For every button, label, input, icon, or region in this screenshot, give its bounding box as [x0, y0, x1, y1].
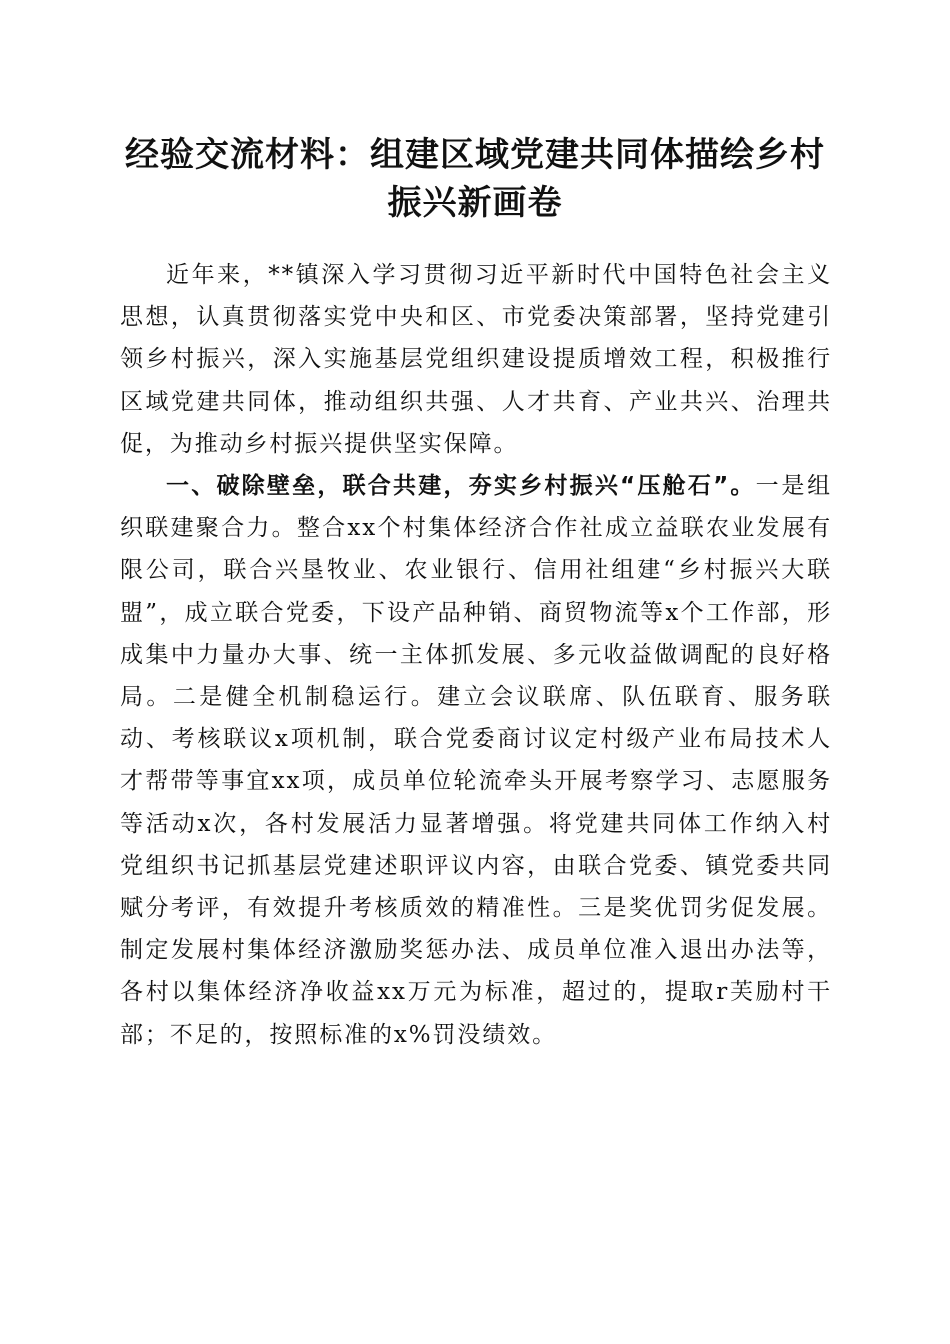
- section-1-body: 一是组织联建聚合力。整合xx个村集体经济合作社成立益联农业发展有限公司，联合兴垦牧业、农业银行、信用社组建“乡村振兴大联盟”，成立联合党委，下设产品种销、商贸物流等x个工作部，形成集中力量办大事、统一主体抓发展、多元收益做调配的良好格局。二是健全机制稳运行。建立会议联席、队伍联育、服务联动、考核联议x项机制，联合党委商讨议定村级产业布局技术人才帮带等事宜xx项，成员单位轮流牵头开展考察学习、志愿服务等活动x次，各村发展活力显著增强。将党建共同体工作纳入村党组织书记抓基层党建述职评议内容，由联合党委、镇党委共同赋分考评，有效提升考核质效的精准性。三是奖优罚劣促发展。制定发展村集体经济激励奖惩办法、成员单位准入退出办法等，各村以集体经济净收益xx万元为标准，超过的，提取r芙励村干部；不足的，按照标准的x%罚没绩效。: [120, 473, 832, 1048]
- section-1-heading: 一、破除壁垒，联合共建，夯实乡村振兴“压舱石”。: [166, 473, 756, 500]
- document-body: [120, 254, 832, 1056]
- document-title: 经验交流材料：组建区域党建共同体描绘乡村振兴新画卷: [125, 135, 825, 223]
- intro-paragraph: 近年来，**镇深入学习贯彻习近平新时代中国特色社会主义思想，认真贯彻落实党中央和区、市党委决策部署，坚持党建引领乡村振兴，深入实施基层党组织建设提质增效工程，积极推行区域党建共同体，推动组织共强、人才共育、产业共兴、治理共促，为推动乡村振兴提供坚实保障。: [120, 262, 832, 457]
- section-1-paragraph: [120, 465, 832, 1056]
